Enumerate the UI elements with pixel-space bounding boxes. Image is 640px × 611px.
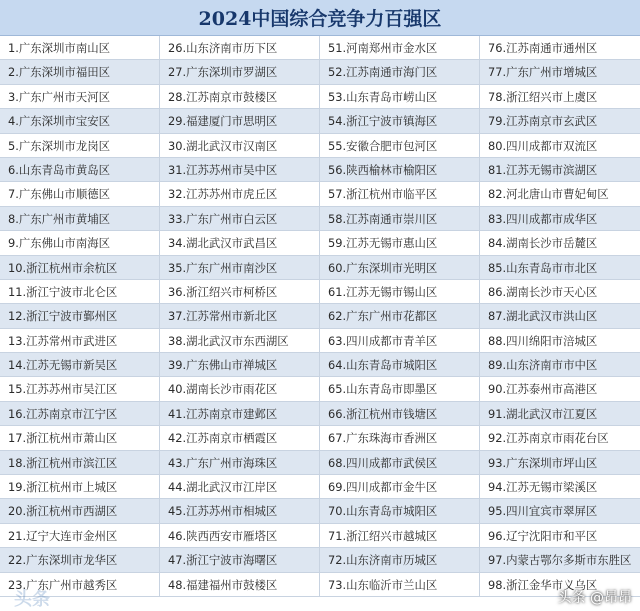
ranking-cell: 80.四川成都市双流区	[488, 138, 598, 153]
ranking-cell: 20.浙江杭州市西湖区	[0, 499, 160, 522]
table-row	[0, 426, 640, 450]
ranking-cell: 4.广东深圳市宝安区	[0, 109, 160, 132]
ranking-cell: 76.江苏南通市通州区	[488, 41, 598, 55]
table-row	[0, 60, 640, 84]
ranking-cell: 43.广东广州市海珠区	[160, 451, 320, 474]
ranking-cell: 85.山东青岛市市北区	[488, 260, 598, 275]
table-row	[0, 451, 640, 475]
ranking-cell: 26.山东济南市历下区	[160, 36, 320, 59]
ranking-cell: 32.江苏苏州市虎丘区	[160, 182, 320, 205]
ranking-cell: 18.浙江杭州市滨江区	[0, 451, 160, 474]
ranking-cell: 55.安徽合肥市包河区	[320, 134, 480, 157]
ranking-cell: 82.河北唐山市曹妃甸区	[488, 187, 609, 202]
ranking-cell: 94.江苏无锡市梁溪区	[488, 480, 598, 495]
ranking-cell: 31.江苏苏州市吴中区	[160, 158, 320, 181]
ranking-cell: 92.江苏南京市雨花台区	[488, 431, 609, 446]
ranking-cell: 30.湖北武汉市汉南区	[160, 134, 320, 157]
ranking-cell: 17.浙江杭州市萧山区	[0, 426, 160, 449]
table-row	[0, 499, 640, 523]
ranking-cell: 14.江苏无锡市新吴区	[0, 353, 160, 376]
ranking-cell: 96.辽宁沈阳市和平区	[488, 528, 598, 543]
ranking-cell: 47.浙江宁波市海曙区	[160, 548, 320, 571]
ranking-cell: 53.山东青岛市崂山区	[320, 85, 480, 108]
table-row	[0, 231, 640, 255]
ranking-cell: 45.江苏苏州市相城区	[160, 499, 320, 522]
ranking-cell: 35.广东广州市南沙区	[160, 256, 320, 279]
ranking-cell: 73.山东临沂市兰山区	[320, 573, 480, 596]
ranking-cell: 59.江苏无锡市惠山区	[320, 231, 480, 254]
ranking-cell: 83.四川成都市成华区	[488, 211, 598, 226]
ranking-cell: 38.湖北武汉市东西湖区	[160, 329, 320, 352]
ranking-cell: 15.江苏苏州市吴江区	[0, 377, 160, 400]
table-row	[0, 304, 640, 328]
ranking-cell: 98.浙江金华市义乌区	[488, 577, 598, 592]
ranking-cell: 86.湖南长沙市天心区	[488, 284, 598, 299]
table-row	[0, 256, 640, 280]
ranking-cell: 84.湖南长沙市岳麓区	[488, 236, 598, 251]
table-row	[0, 182, 640, 206]
ranking-cell: 89.山东济南市市中区	[488, 358, 598, 373]
ranking-cell: 56.陕西榆林市榆阳区	[320, 158, 480, 181]
ranking-cell: 65.山东青岛市即墨区	[320, 377, 480, 400]
ranking-cell: 6.山东青岛市黄岛区	[0, 158, 160, 181]
table-row	[0, 134, 640, 158]
ranking-cell: 39.广东佛山市禅城区	[160, 353, 320, 376]
ranking-cell: 57.浙江杭州市临平区	[320, 182, 480, 205]
ranking-cell: 97.内蒙古鄂尔多斯市东胜区	[488, 553, 632, 568]
ranking-cell: 81.江苏无锡市滨湖区	[488, 162, 598, 177]
ranking-cell: 40.湖南长沙市雨花区	[160, 377, 320, 400]
ranking-cell: 7.广东佛山市顺德区	[0, 182, 160, 205]
ranking-cell: 11.浙江宁波市北仑区	[0, 280, 160, 303]
ranking-cell: 33.广东广州市白云区	[160, 207, 320, 230]
table-row	[0, 85, 640, 109]
logo-watermark: 头条	[14, 589, 50, 610]
ranking-cell: 68.四川成都市武侯区	[320, 451, 480, 474]
ranking-cell: 58.江苏南通市崇川区	[320, 207, 480, 230]
ranking-cell: 29.福建厦门市思明区	[160, 109, 320, 132]
table-row	[0, 475, 640, 499]
ranking-cell: 67.广东珠海市香洲区	[320, 426, 480, 449]
ranking-cell: 60.广东深圳市光明区	[320, 256, 480, 279]
ranking-cell: 48.福建福州市鼓楼区	[160, 573, 320, 596]
table-row	[0, 158, 640, 182]
table-row	[0, 548, 640, 572]
ranking-cell: 72.山东济南市历城区	[320, 548, 480, 571]
ranking-cell: 16.江苏南京市江宁区	[0, 402, 160, 425]
ranking-cell: 19.浙江杭州市上城区	[0, 475, 160, 498]
ranking-cell: 27.广东深圳市罗湖区	[160, 60, 320, 83]
ranking-cell: 44.湖北武汉市江岸区	[160, 475, 320, 498]
ranking-cell: 52.江苏南通市海门区	[320, 60, 480, 83]
ranking-cell: 23.广东广州市越秀区	[0, 573, 160, 596]
ranking-cell: 90.江苏泰州市高港区	[488, 382, 598, 397]
table-row	[0, 524, 640, 548]
table-row	[0, 36, 640, 60]
ranking-cell: 70.山东青岛市城阳区	[320, 499, 480, 522]
ranking-cell: 64.山东青岛市城阳区	[320, 353, 480, 376]
ranking-cell: 42.江苏南京市栖霞区	[160, 426, 320, 449]
ranking-cell: 41.江苏南京市建邺区	[160, 402, 320, 425]
ranking-cell: 12.浙江宁波市鄞州区	[0, 304, 160, 327]
table-row	[0, 329, 640, 353]
ranking-cell: 51.河南郑州市金水区	[320, 36, 480, 59]
page-title: 2024中国综合竞争力百强区	[0, 0, 640, 36]
ranking-cell: 54.浙江宁波市镇海区	[320, 109, 480, 132]
table-row	[0, 353, 640, 377]
ranking-cell: 91.湖北武汉市江夏区	[488, 406, 598, 421]
ranking-cell: 95.四川宜宾市翠屏区	[488, 504, 598, 519]
ranking-cell: 46.陕西西安市雁塔区	[160, 524, 320, 547]
ranking-cell: 1.广东深圳市南山区	[0, 36, 160, 59]
ranking-cell: 61.江苏无锡市锡山区	[320, 280, 480, 303]
ranking-cell: 93.广东深圳市坪山区	[488, 455, 598, 470]
ranking-cell: 66.浙江杭州市钱塘区	[320, 402, 480, 425]
ranking-cell: 10.浙江杭州市余杭区	[0, 256, 160, 279]
ranking-cell: 71.浙江绍兴市越城区	[320, 524, 480, 547]
table-row	[0, 573, 640, 597]
ranking-cell: 87.湖北武汉市洪山区	[488, 309, 598, 324]
ranking-cell: 62.广东广州市花都区	[320, 304, 480, 327]
ranking-cell: 9.广东佛山市南海区	[0, 231, 160, 254]
ranking-cell: 28.江苏南京市鼓楼区	[160, 85, 320, 108]
table-row	[0, 402, 640, 426]
ranking-cell: 3.广东广州市天河区	[0, 85, 160, 108]
table-row	[0, 207, 640, 231]
ranking-cell: 77.广东广州市增城区	[488, 65, 598, 80]
ranking-cell: 8.广东广州市黄埔区	[0, 207, 160, 230]
table-row	[0, 377, 640, 401]
ranking-cell: 79.江苏南京市玄武区	[488, 114, 598, 129]
ranking-cell: 22.广东深圳市龙华区	[0, 548, 160, 571]
table-row	[0, 109, 640, 133]
ranking-cell: 34.湖北武汉市武昌区	[160, 231, 320, 254]
ranking-cell: 69.四川成都市金牛区	[320, 475, 480, 498]
ranking-table	[0, 36, 640, 597]
table-row	[0, 280, 640, 304]
ranking-cell: 2.广东深圳市福田区	[0, 60, 160, 83]
ranking-cell: 88.四川绵阳市涪城区	[488, 333, 598, 348]
ranking-cell: 36.浙江绍兴市柯桥区	[160, 280, 320, 303]
ranking-cell: 37.江苏常州市新北区	[160, 304, 320, 327]
ranking-cell: 5.广东深圳市龙岗区	[0, 134, 160, 157]
ranking-cell: 21.辽宁大连市金州区	[0, 524, 160, 547]
ranking-cell: 13.江苏常州市武进区	[0, 329, 160, 352]
ranking-cell: 78.浙江绍兴市上虞区	[488, 89, 598, 104]
ranking-cell: 63.四川成都市青羊区	[320, 329, 480, 352]
author-watermark: 头条 @昂昂	[557, 590, 632, 606]
